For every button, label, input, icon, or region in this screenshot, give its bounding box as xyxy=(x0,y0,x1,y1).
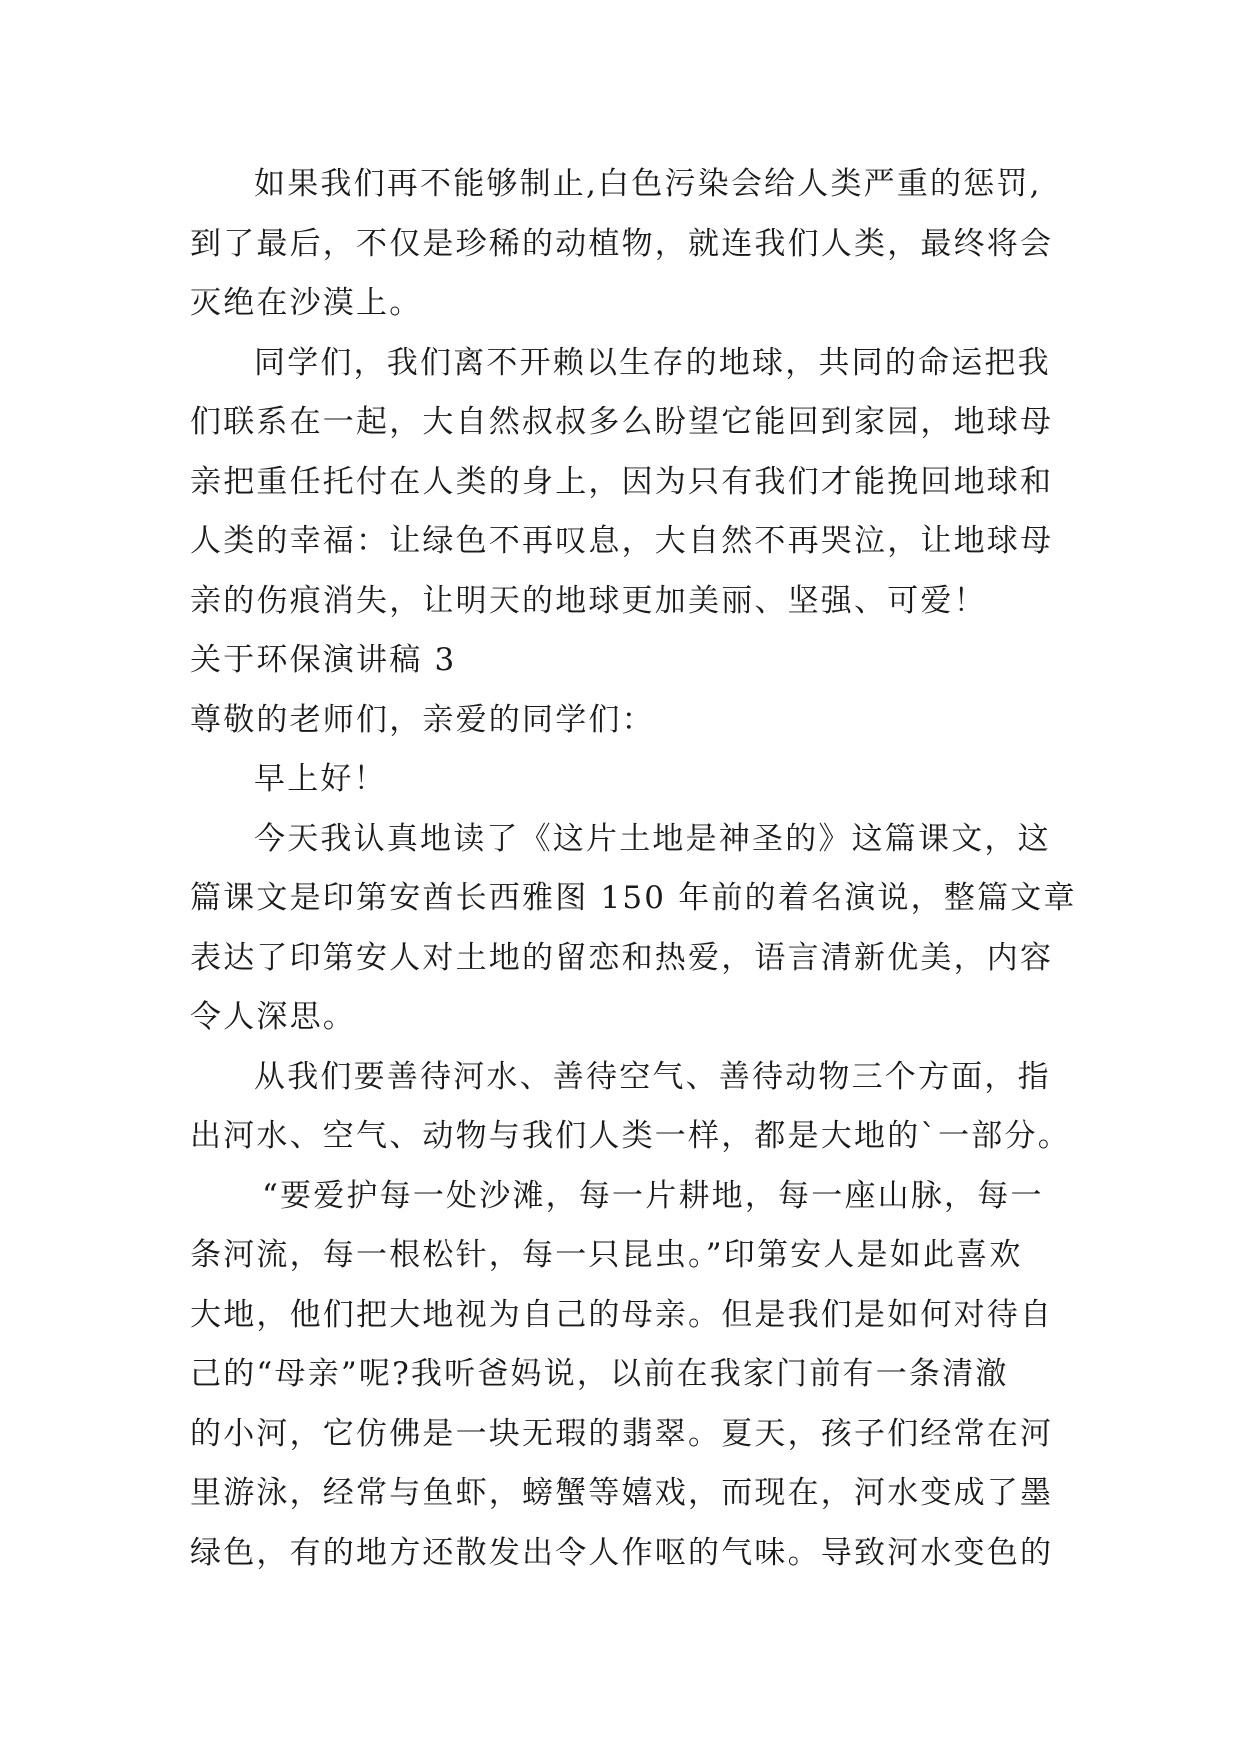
text-line: 绿色，有的地方还散发出令人作呕的气味。导致河水变色的 xyxy=(190,1534,1054,1571)
text-line: 人类的幸福：让绿色不再叹息，大自然不再哭泣，让地球母 xyxy=(190,523,1054,559)
paragraph-1 xyxy=(190,155,1070,334)
section-title xyxy=(190,631,1070,691)
text-line: 出河水、空气、动物与我们人类一样，都是大地的`一部分。 xyxy=(190,1118,1071,1154)
greeting xyxy=(190,750,1070,810)
text-line: 如果我们再不能够制止,白色污染会给人类严重的惩罚, xyxy=(254,166,1042,202)
text-line: “要爱护每一处沙滩，每一片耕地，每一座山脉，每一 xyxy=(262,1177,1044,1214)
document-body xyxy=(190,155,1077,1583)
text-line: 到了最后，不仅是珍稀的动植物，就连我们人类，最终将会 xyxy=(190,225,1054,262)
salutation xyxy=(190,691,1070,751)
text-line: 令人深思。 xyxy=(190,999,356,1035)
text-line: 里游泳，经常与鱼虾，螃蟹等嬉戏，而现在，河水变成了墨 xyxy=(190,1475,1054,1511)
text-line: 亲把重任托付在人类的身上，因为只有我们才能挽回地球和 xyxy=(190,463,1054,500)
paragraph-4 xyxy=(190,1048,1070,1167)
text-line: 的小河，它仿佛是一块无瑕的翡翠。夏天，孩子们经常在河 xyxy=(190,1415,1054,1452)
text-line: 尊敬的老师们，亲爱的同学们： xyxy=(190,701,655,738)
paragraph-2 xyxy=(190,334,1070,632)
text-line: 大地，他们把大地视为自己的母亲。但是我们是如何对待自 xyxy=(190,1296,1054,1333)
text-line: 灭绝在沙漠上。 xyxy=(190,285,423,321)
text-line: 己的“母亲”呢?我听爸妈说，以前在我家门前有一条清澈 xyxy=(190,1356,1009,1392)
text-line: 从我们要善待河水、善待空气、善待动物三个方面，指 xyxy=(254,1058,1051,1095)
paragraph-5 xyxy=(190,1167,1070,1584)
heading-line: 关于环保演讲稿 3 xyxy=(190,642,457,678)
paragraph-3 xyxy=(190,810,1077,1048)
text-line: 早上好！ xyxy=(254,761,387,797)
text-line: 同学们，我们离不开赖以生存的地球，共同的命运把我 xyxy=(254,344,1051,381)
text-line: 们联系在一起，大自然叔叔多么盼望它能回到家园，地球母 xyxy=(190,404,1054,440)
text-line: 条河流，每一根松针，每一只昆虫。”印第安人是如此喜欢 xyxy=(190,1237,1023,1273)
text-line: 篇课文是印第安酋长西雅图 150 年前的着名演说，整篇文章 xyxy=(190,880,1077,916)
text-line: 表达了印第安人对土地的留恋和热爱，语言清新优美，内容 xyxy=(190,939,1054,976)
text-line: 亲的伤痕消失，让明天的地球更加美丽、坚强、可爱！ xyxy=(190,582,987,619)
text-line: 今天我认真地读了《这片土地是神圣的》这篇课文，这 xyxy=(254,820,1051,857)
